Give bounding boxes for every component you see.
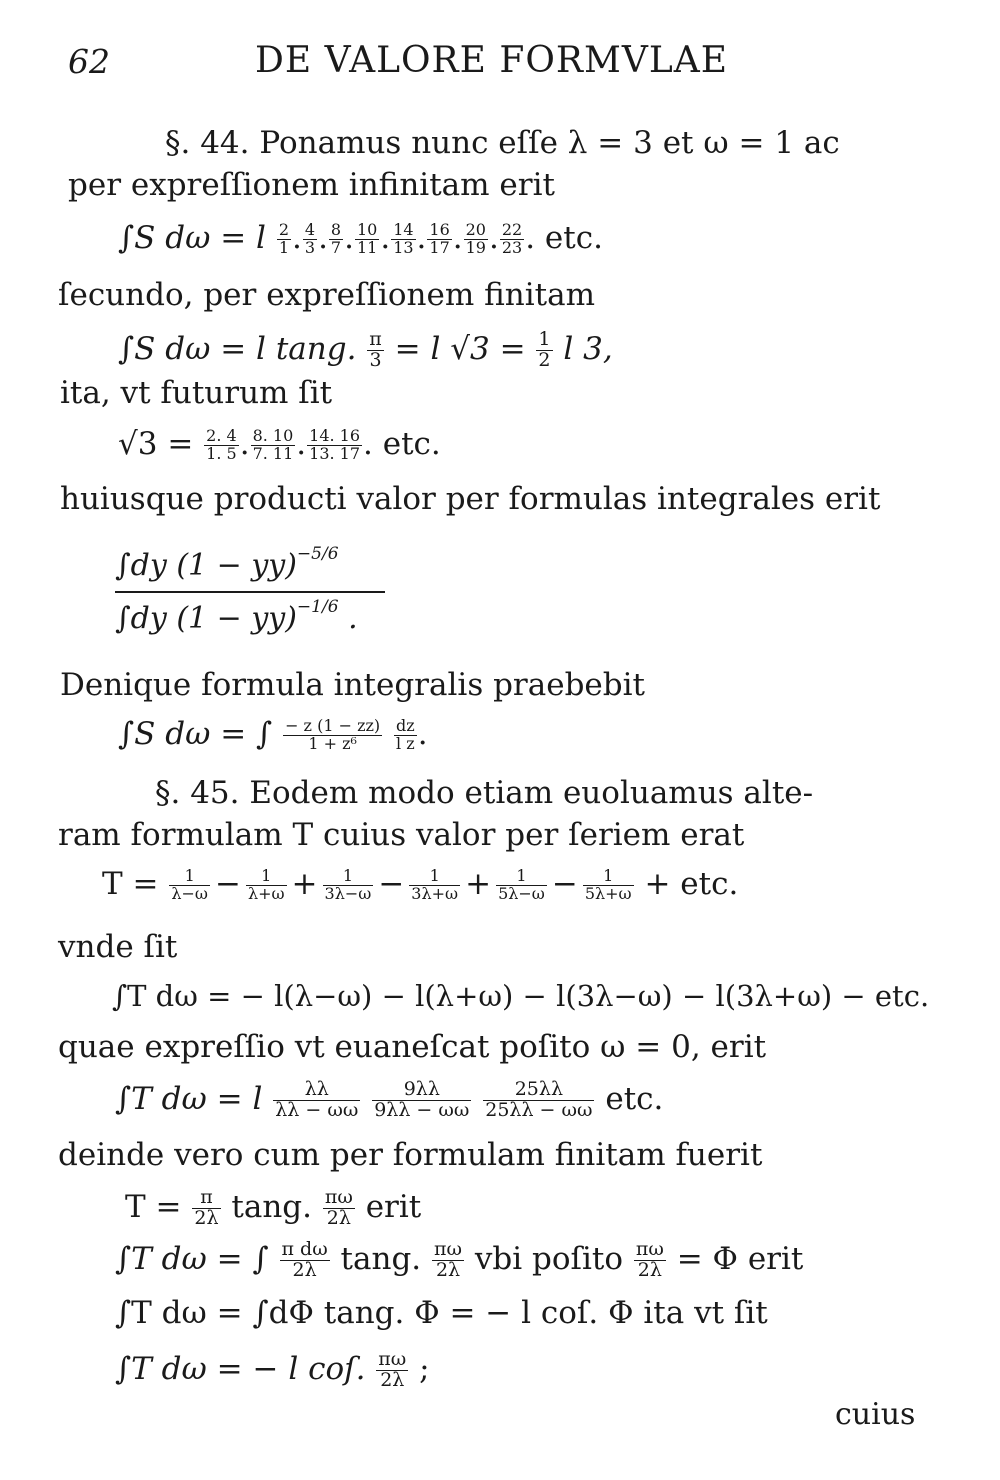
formula-6-tail: etc. bbox=[605, 1080, 664, 1117]
formula-2-a: ∫S dω = l tang. bbox=[118, 330, 357, 367]
series-term: $\frac{1}{\lambda+\omega}$ bbox=[247, 866, 285, 903]
sec44-line-6: Denique formula integralis praebebit bbox=[60, 667, 645, 703]
formula-1-fractions: $\frac{2}{1}$ . $\frac{4}{3}$ . $\frac{8}{7}$ . $\frac{10}{11}$ . $\frac{14}{13}$ . $\frac{16}{17}$ . $\frac{20}{19}$ . $\frac{22}{23}$ . bbox=[278, 219, 536, 257]
product-fraction: $\frac{10}{11}$ bbox=[356, 220, 378, 257]
series-term: $\frac{1}{5\lambda-\omega}$ bbox=[498, 866, 545, 903]
formula-6-fractions bbox=[272, 1078, 605, 1121]
series-T-lhs: T = bbox=[102, 865, 159, 902]
formula-10-b: ; bbox=[419, 1350, 430, 1387]
product-fraction: $\frac{2}{1}$ bbox=[278, 220, 290, 257]
formula-2 bbox=[118, 330, 613, 371]
product-fraction-lambda: $\frac{25\lambda\lambda}{25\lambda\lambda - \omega\omega}$ bbox=[485, 1078, 593, 1121]
fraction-1-2: $\frac{1}{2}$ bbox=[538, 328, 551, 371]
formula-7-a: T = bbox=[125, 1188, 182, 1225]
series-T-tail: + etc. bbox=[644, 865, 739, 902]
sec44-line-2: per expreſſionem infinitam erit bbox=[68, 167, 555, 203]
formula-7-c: erit bbox=[365, 1188, 422, 1225]
formula-8-c: vbi poſito bbox=[474, 1240, 624, 1277]
series-operator: + bbox=[291, 865, 318, 902]
fraction-z: $\frac{- z (1 - zz)}{\text{1 + z⁶}}$ bbox=[285, 716, 381, 753]
sec45-line-1: §. 45. Eodem modo etiam euoluamus alte- bbox=[155, 775, 814, 811]
formula-8-b: tang. bbox=[340, 1240, 422, 1277]
product-fraction: $\frac{14}{13}$ bbox=[393, 220, 414, 257]
quotient-denominator: ∫dy (1 − yy) bbox=[115, 601, 297, 636]
sec45-line-4: quae expreſſio vt euaneſcat poſito ω = 0, erit bbox=[58, 1029, 767, 1065]
formula-9: ∫T dω = ∫dΦ tang. Φ = − l coſ. Φ ita vt ſit bbox=[115, 1295, 768, 1331]
denominator-exponent: −1/6 bbox=[296, 597, 339, 617]
series-term: $\frac{1}{5\lambda+\omega}$ bbox=[584, 866, 632, 903]
product-fraction: $\frac{4}{3}$ bbox=[304, 220, 316, 257]
series-term: $\frac{1}{3\lambda-\omega}$ bbox=[324, 866, 372, 903]
formula-4: ∫S dω = ∫ $\frac{- z (1 - zz)}{\text{1 + z⁶}}$ $\frac{dz}{\text{l z}}$ . bbox=[118, 715, 428, 753]
formula-2-b: = l √3 = bbox=[394, 330, 526, 367]
product-fraction-lambda: $\frac{9\lambda\lambda}{9\lambda\lambda - \omega\omega}$ bbox=[374, 1078, 470, 1121]
formula-3-tail: etc. bbox=[382, 425, 441, 462]
formula-1 bbox=[118, 219, 603, 257]
numerator-exponent: −5/6 bbox=[296, 544, 339, 564]
series-T-terms bbox=[168, 866, 634, 902]
formula-3 bbox=[118, 425, 441, 463]
formula-5: ∫T dω = − l(λ−ω) − l(λ+ω) − l(3λ−ω) − l(3λ+ω) − etc. bbox=[112, 979, 930, 1013]
series-operator: − bbox=[551, 865, 578, 902]
fraction-piomega-2lambda: $\frac{\pi\omega}{2\lambda}$ bbox=[324, 1186, 353, 1229]
integral-quotient: ∫dy (1 − yy)$^{-5/6}$ ∫dy (1 − yy)$^{-1/6}$ . bbox=[115, 548, 395, 636]
formula-8-a: ∫T dω = ∫ bbox=[115, 1240, 269, 1277]
quotient-numerator: ∫dy (1 − yy) bbox=[115, 548, 297, 583]
formula-7 bbox=[125, 1188, 421, 1229]
running-title: DE VALORE FORMVLAE bbox=[255, 40, 729, 81]
sec44-line-5: huiusque producti valor per formulas integrales erit bbox=[60, 481, 881, 517]
formula-10-a: ∫T dω = − l coſ. bbox=[115, 1350, 366, 1387]
product-fraction: $\frac{20}{19}$ bbox=[465, 220, 486, 257]
sec44-line-1: §. 44. Ponamus nunc eſſe λ = 3 et ω = 1 ac bbox=[165, 125, 840, 161]
fraction-piomega-2lambda-b: $\frac{\pi\omega}{2\lambda}$ bbox=[434, 1238, 462, 1281]
sec45-line-2: ram formulam T cuius valor per ſeriem erat bbox=[58, 817, 745, 853]
series-term: $\frac{1}{3\lambda+\omega}$ bbox=[411, 866, 459, 903]
page-number: 62 bbox=[68, 42, 110, 81]
series-term: $\frac{1}{\lambda-\omega}$ bbox=[171, 866, 208, 903]
formula-2-c: l 3, bbox=[563, 330, 613, 367]
formula-4-lhs: ∫S dω = ∫ bbox=[118, 715, 273, 752]
series-operator: + bbox=[465, 865, 492, 902]
sqrt3-product-fraction: $\frac{8. 10}{7. 11}$ bbox=[252, 426, 294, 463]
series-operator: − bbox=[214, 865, 241, 902]
formula-10 bbox=[115, 1350, 430, 1391]
formula-6-lhs: ∫T dω = l bbox=[115, 1080, 263, 1117]
sec44-line-3: ſecundo, per expreſſionem finitam bbox=[58, 277, 596, 313]
product-fraction: $\frac{8}{7}$ bbox=[330, 220, 342, 257]
fraction-piomega-2lambda-d: $\frac{\pi\omega}{2\lambda}$ bbox=[378, 1348, 407, 1391]
formula-3-lhs: √3 = bbox=[118, 425, 194, 462]
fraction-pi-2lambda: $\frac{\pi}{2\lambda}$ bbox=[194, 1186, 219, 1229]
formula-1-tail: etc. bbox=[544, 219, 603, 256]
fraction-pidomega-2lambda: $\frac{\text{π dω}}{2\lambda}$ bbox=[281, 1238, 328, 1281]
fraction-dz-lz: $\frac{dz}{\text{l z}}$ bbox=[396, 716, 415, 753]
sec44-line-4: ita, vt futurum ſit bbox=[60, 375, 333, 411]
formula-1-lhs: ∫S dω = l bbox=[118, 219, 266, 256]
formula-7-b: tang. bbox=[231, 1188, 312, 1225]
sec45-line-5: deinde vero cum per formulam finitam fuerit bbox=[58, 1137, 763, 1173]
product-fraction: $\frac{22}{23}$ bbox=[501, 220, 523, 257]
product-fraction: $\frac{16}{17}$ bbox=[429, 220, 450, 257]
sec45-line-3: vnde ſit bbox=[58, 929, 178, 965]
formula-3-fractions: $\frac{2. 4}{1. 5}$ . $\frac{8. 10}{7. 11}$ . $\frac{14. 16}{13. 17}$ . bbox=[206, 425, 373, 463]
fraction-piomega-2lambda-c: $\frac{\pi\omega}{2\lambda}$ bbox=[635, 1238, 664, 1281]
formula-8-d: = Φ erit bbox=[676, 1240, 804, 1277]
formula-8 bbox=[115, 1240, 803, 1281]
catchword: cuius bbox=[835, 1397, 916, 1432]
product-fraction-lambda: $\frac{\lambda\lambda}{\lambda\lambda - \omega\omega}$ bbox=[275, 1078, 359, 1121]
series-operator: − bbox=[378, 865, 405, 902]
sqrt3-product-fraction: $\frac{14. 16}{13. 17}$ bbox=[309, 426, 361, 463]
sqrt3-product-fraction: $\frac{2. 4}{1. 5}$ bbox=[206, 426, 237, 463]
fraction-pi-3: $\frac{\pi}{3}$ bbox=[369, 328, 382, 371]
series-T bbox=[102, 865, 739, 903]
formula-6 bbox=[115, 1080, 663, 1121]
